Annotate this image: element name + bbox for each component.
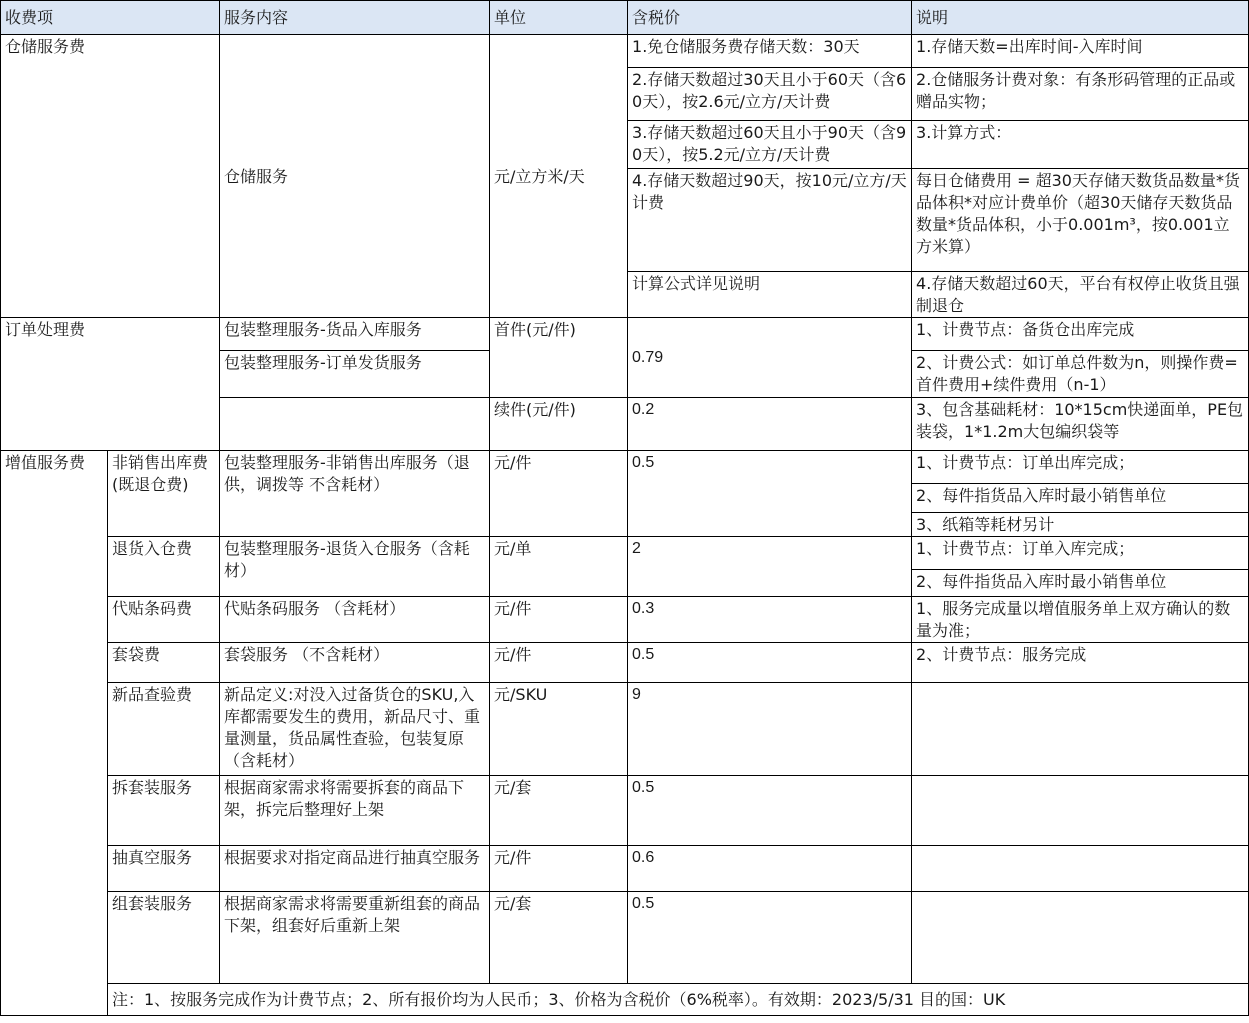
service-cell: 新品定义:对没入过备货仓的SKU,入库都需要发生的费用，新品尺寸、重量测量，货品属性查验，包装复原（含耗材） — [220, 683, 490, 776]
subitem-cell: 套袋费 — [108, 643, 220, 683]
table-row — [1, 776, 1249, 846]
unit-cell: 元/套 — [490, 776, 628, 846]
price-cell: 2 — [628, 537, 912, 597]
price-cell: 0.5 — [628, 892, 912, 984]
note-cell: 每日仓储费用 = 超30天存储天数货品数量*货品体积*对应计费单价（超30天储存天数货品数量*货品体积，小于0.001m³，按0.001立方米算） — [912, 169, 1249, 272]
price-cell: 4.存储天数超过90天，按10元/立方/天计费 — [628, 169, 912, 272]
note-cell: 1.存储天数=出库时间-入库时间 — [912, 35, 1249, 68]
subitem-cell: 非销售出库费(既退仓费) — [108, 451, 220, 537]
header-unit: 单位 — [490, 1, 628, 35]
subitem-cell: 抽真空服务 — [108, 846, 220, 892]
table-row — [1, 846, 1249, 892]
service-cell: 包装整理服务-退货入仓服务（含耗材） — [220, 537, 490, 597]
subitem-cell: 拆套装服务 — [108, 776, 220, 846]
price-cell: 3.存储天数超过60天且小于90天（含90天），按5.2元/立方/天计费 — [628, 121, 912, 169]
subitem-cell: 新品查验费 — [108, 683, 220, 776]
price-cell: 0.2 — [628, 398, 912, 451]
note-cell: 4.存储天数超过60天，平台有权停止收货且强制退仓 — [912, 272, 1249, 318]
price-cell: 0.3 — [628, 597, 912, 643]
service-cell: 套袋服务 （不含耗材） — [220, 643, 490, 683]
note-cell: 1、计费节点：备货仓出库完成 — [912, 318, 1249, 351]
table-row — [1, 318, 1249, 351]
service-cell: 包装整理服务-订单发货服务 — [220, 351, 490, 398]
price-cell: 0.79 — [628, 318, 912, 398]
note-cell: 2、计费公式：如订单总件数为n，则操作费=首件费用+续件费用（n-1） — [912, 351, 1249, 398]
category-storage: 仓储服务费 — [1, 35, 220, 318]
table-row — [1, 683, 1249, 776]
note-cell: 1、服务完成量以增值服务单上双方确认的数量为准； — [912, 597, 1249, 643]
unit-cell: 续件(元/件) — [490, 398, 628, 451]
footer-row — [1, 984, 1249, 1016]
table-row — [1, 892, 1249, 984]
subitem-cell: 代贴条码费 — [108, 597, 220, 643]
service-cell: 根据要求对指定商品进行抽真空服务 — [220, 846, 490, 892]
service-cell: 代贴条码服务 （含耗材） — [220, 597, 490, 643]
note-cell — [912, 892, 1249, 984]
unit-cell: 元/套 — [490, 892, 628, 984]
note-cell: 2、计费节点：服务完成 — [912, 643, 1249, 683]
price-cell: 0.6 — [628, 846, 912, 892]
service-cell: 包装整理服务-货品入库服务 — [220, 318, 490, 351]
unit-cell: 元/件 — [490, 451, 628, 537]
subitem-cell: 组套装服务 — [108, 892, 220, 984]
note-cell: 1、计费节点：订单入库完成； — [912, 537, 1249, 570]
note-cell: 2.仓储服务计费对象：有条形码管理的正品或赠品实物； — [912, 68, 1249, 121]
note-cell: 2、每件指货品入库时最小销售单位 — [912, 484, 1249, 513]
unit-cell: 元/件 — [490, 846, 628, 892]
unit-cell: 元/件 — [490, 597, 628, 643]
price-cell: 9 — [628, 683, 912, 776]
table-row — [1, 537, 1249, 570]
table-row — [1, 35, 1249, 68]
table-row — [1, 597, 1249, 643]
service-cell: 包装整理服务-非销售出库服务（退供，调拨等 不含耗材） — [220, 451, 490, 537]
service-storage: 仓储服务 — [220, 35, 490, 318]
category-order: 订单处理费 — [1, 318, 220, 451]
note-cell: 3、纸箱等耗材另计 — [912, 513, 1249, 537]
unit-storage: 元/立方米/天 — [490, 35, 628, 318]
header-item: 收费项 — [1, 1, 220, 35]
price-cell: 1.免仓储服务费存储天数：30天 — [628, 35, 912, 68]
note-cell: 3.计算方式： — [912, 121, 1249, 169]
table-row — [1, 451, 1249, 484]
note-cell: 3、包含基础耗材：10*15cm快递面单，PE包装袋，1*1.2m大包编织袋等 — [912, 398, 1249, 451]
price-cell: 0.5 — [628, 776, 912, 846]
table-row — [1, 643, 1249, 683]
note-cell: 1、计费节点：订单出库完成； — [912, 451, 1249, 484]
header-note: 说明 — [912, 1, 1249, 35]
header-row — [1, 1, 1249, 35]
unit-cell: 元/SKU — [490, 683, 628, 776]
subitem-cell: 退货入仓费 — [108, 537, 220, 597]
service-cell: 根据商家需求将需要重新组套的商品下架，组套好后重新上架 — [220, 892, 490, 984]
price-cell: 0.5 — [628, 643, 912, 683]
header-service: 服务内容 — [220, 1, 490, 35]
note-cell — [912, 683, 1249, 776]
header-price: 含税价 — [628, 1, 912, 35]
note-cell — [912, 846, 1249, 892]
note-cell: 2、每件指货品入库时最小销售单位 — [912, 570, 1249, 597]
service-cell: 根据商家需求将需要拆套的商品下架，拆完后整理好上架 — [220, 776, 490, 846]
unit-cell: 首件(元/件) — [490, 318, 628, 398]
price-cell: 0.5 — [628, 451, 912, 537]
service-cell-empty — [220, 398, 490, 451]
footer-note: 注：1、按服务完成作为计费节点；2、所有报价均为人民币；3、价格为含税价（6%税率）。有效期：2023/5/31 目的国：UK — [108, 984, 1249, 1016]
note-cell — [912, 776, 1249, 846]
price-cell: 计算公式详见说明 — [628, 272, 912, 318]
unit-cell: 元/件 — [490, 643, 628, 683]
unit-cell: 元/单 — [490, 537, 628, 597]
category-value-added: 增值服务费 — [1, 451, 108, 1016]
price-cell: 2.存储天数超过30天且小于60天（含60天），按2.6元/立方/天计费 — [628, 68, 912, 121]
